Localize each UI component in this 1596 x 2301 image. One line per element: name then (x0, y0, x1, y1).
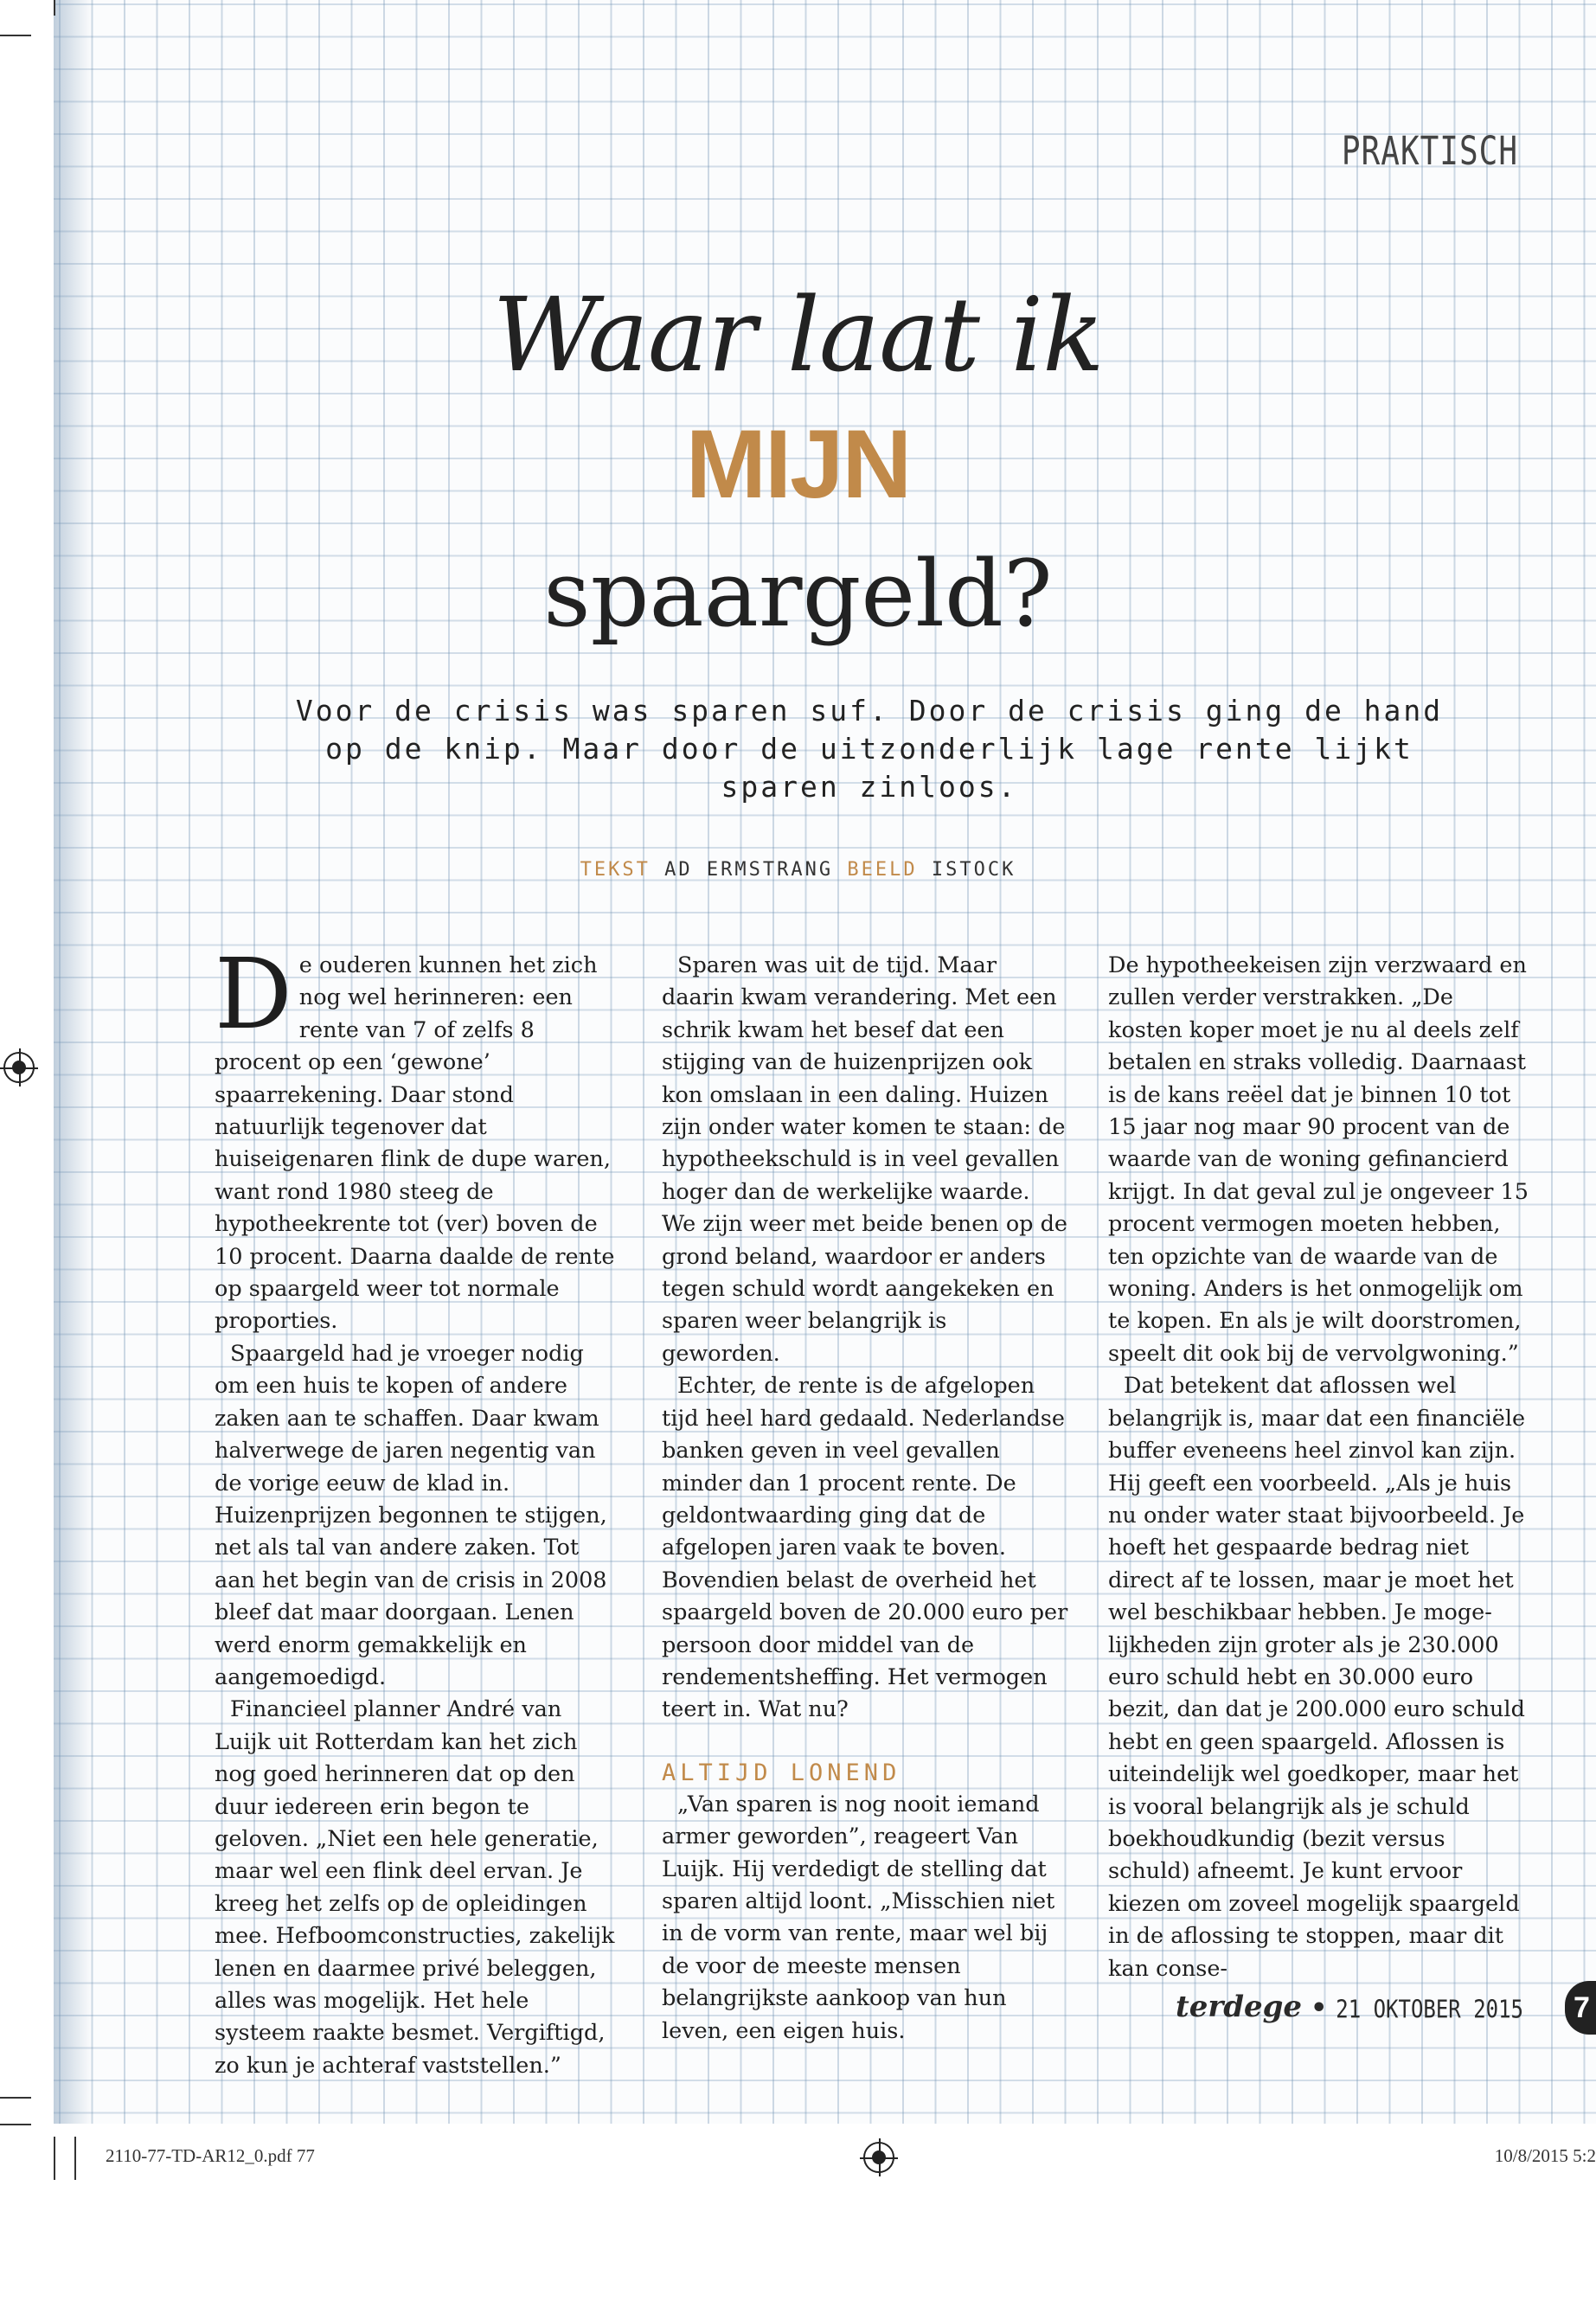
crop-mark (0, 2097, 31, 2099)
registration-mark-icon (863, 2142, 894, 2173)
print-timestamp: 10/8/2015 5:2 (1494, 2145, 1596, 2166)
subheading: ALTIJD LONEND (662, 1759, 901, 1786)
paragraph: Spaargeld had je vroeger nodig om een huis te kopen of andere zaken aan te schaffen. Daar kwam halverwege de jaren negentig van de vorige eeuw de klad in. Huizenprijzen begonnen te stijgen, net als tal van andere zaken. Tot aan het begin van de crisis in 2008 bleef dat maar doorgaan. Lenen werd enorm gemakkelijk en aangemoedigd. (215, 1340, 607, 1690)
crop-mark (54, 2137, 55, 2180)
credit-author: AD ERMSTRANG (664, 859, 834, 881)
crop-mark (0, 35, 31, 36)
paragraph: Dat betekent dat aflossen wel belangrijk is, maar dat een financiële buffer eveneens heel zinvol kan zijn. Hij geeft een voorbeeld. „Als je huis nu onder water staat bijvoorbeeld. Je hoeft het gespaarde bedrag niet direct af te lossen, maar je moet het wel beschikbaar hebben. Je mogelijkheden zijn groter als je 230.000 euro schuld hebt en 30.000 euro bezit, dan dat je 200.000 euro schuld hebt en geen spaargeld. Aflossen is uiteindelijk wel goedkoper, maar het is vooral belangrijk als je schuld boekhoudkundig (bezit versus schuld) afneemt. Je kunt ervoor kiezen om zoveel mogelijk spaargeld in de aflossing te stoppen, maar dit kan conse- (1108, 1373, 1526, 1982)
credits (0, 859, 1596, 881)
drop-cap: D (215, 939, 292, 1051)
registration-mark-icon (3, 1052, 35, 1083)
paragraph: De hypotheekeisen zijn verzwaard en zullen verder verstrakken. „De kosten koper moet je nu al deels zelf betalen en straks volledig. Daarnaast is de kans reëel dat je binnen 10 tot 15 jaar nog maar 90 procent van de waarde van de woning gefinancierd krijgt. In dat geval zul je ongeveer 15 procent vermogen moeten hebben, ten opzichte van de waarde van de woning. Anders is het onmogelijk om te kopen. En als je wilt doorstromen, speelt dit ook bij de vervolgwoning.” (1108, 952, 1529, 1367)
title-line-3: spaargeld? (543, 541, 1053, 647)
intro-text: Voor de crisis was sparen suf. Door de crisis ging de hand op de knip. Maar door de uitzonderlijk lage rente lijkt sparen zinloos. (295, 694, 1444, 804)
paragraph: Sparen was uit de tijd. Maar daarin kwam verandering. Met een schrik kwam het besef dat een stijging van de huizenprijzen ook kon omslaan in een daling. Huizen zijn onder water komen te staan: de hypotheekschuld is in veel gevallen hoger dan de werkelijke waarde. We zijn weer met beide benen op de grond beland, waardoor er anders tegen schuld wordt aangekeken en sparen weer belangrijk is geworden. (662, 952, 1068, 1367)
issue-date: 21 OKTOBER 2015 (1336, 1995, 1523, 2024)
paragraph (215, 939, 621, 1338)
paragraph: „Van sparen is nog nooit iemand armer geworden”, reageert Van Luijk. Hij verdedigt de stelling dat sparen altijd loont. „Misschien niet in de vorm van rente, maar wel bij de voor de meeste mensen belangrijkste aankoop van hun leven, een eigen huis. (662, 1791, 1055, 2044)
credit-image-source: ISTOCK (931, 859, 1016, 881)
crop-mark (54, 0, 55, 16)
title-line-2: MIJN (685, 410, 911, 518)
article-column-3 (1108, 950, 1532, 1985)
article-column-2 (662, 950, 1068, 2048)
section-label: PRAKTISCH (1341, 130, 1518, 175)
page-number: 7 (1565, 1981, 1596, 2035)
page-title (0, 270, 1596, 659)
print-slug: 2110-77-TD-AR12_0.pdf 77 (106, 2145, 315, 2166)
credit-image-label: BEELD (847, 859, 918, 881)
magazine-logo: terdege (1176, 1990, 1303, 2024)
page-footer (1176, 1990, 1523, 2024)
credit-text-label: TEKST (580, 859, 651, 881)
crop-mark (0, 2124, 31, 2125)
article-column-1 (215, 939, 621, 2082)
crop-mark (74, 2137, 76, 2180)
paragraph-text: e ouderen kunnen het zich nog wel herinneren: een rente van 7 of zelfs 8 procent op een ‘gewone’ spaarrekening. Daar stond natuurlijk tegenover dat huiseigenaren flink de dupe waren, want rond 1980 steeg de hypotheekrente tot (ver) boven de 10 procent. Daarna daalde de rente op spaargeld weer tot normale proporties. (215, 952, 615, 1335)
paragraph: Financieel planner André van Luijk uit Rotterdam kan het zich nog goed herinneren dat op den duur iedereen erin begon te geloven. „Niet een hele generatie, maar wel een flink deel ervan. Je kreeg het zelfs op de opleidingen mee. Hefboomconstructies, zakelijk lenen en daarmee privé beleggen, alles was mogelijk. Het hele systeem raakte besmet. Vergiftigd, zo kun je achteraf vaststellen.” (215, 1696, 615, 2079)
footer-separator: • (1311, 1993, 1328, 2023)
title-line-1: Waar laat ik (492, 275, 1104, 394)
paragraph: Echter, de rente is de afgelopen tijd heel hard gedaald. Nederlandse banken geven in veel gevallen minder dan 1 procent rente. De geldontwaarding ging dat de afgelopen jaren vaak te boven. Bovendien belast de overheid het spaargeld boven de 20.000 euro per persoon door middel van de rendementsheffing. Het vermogen teert in. Wat nu? (662, 1373, 1068, 1723)
